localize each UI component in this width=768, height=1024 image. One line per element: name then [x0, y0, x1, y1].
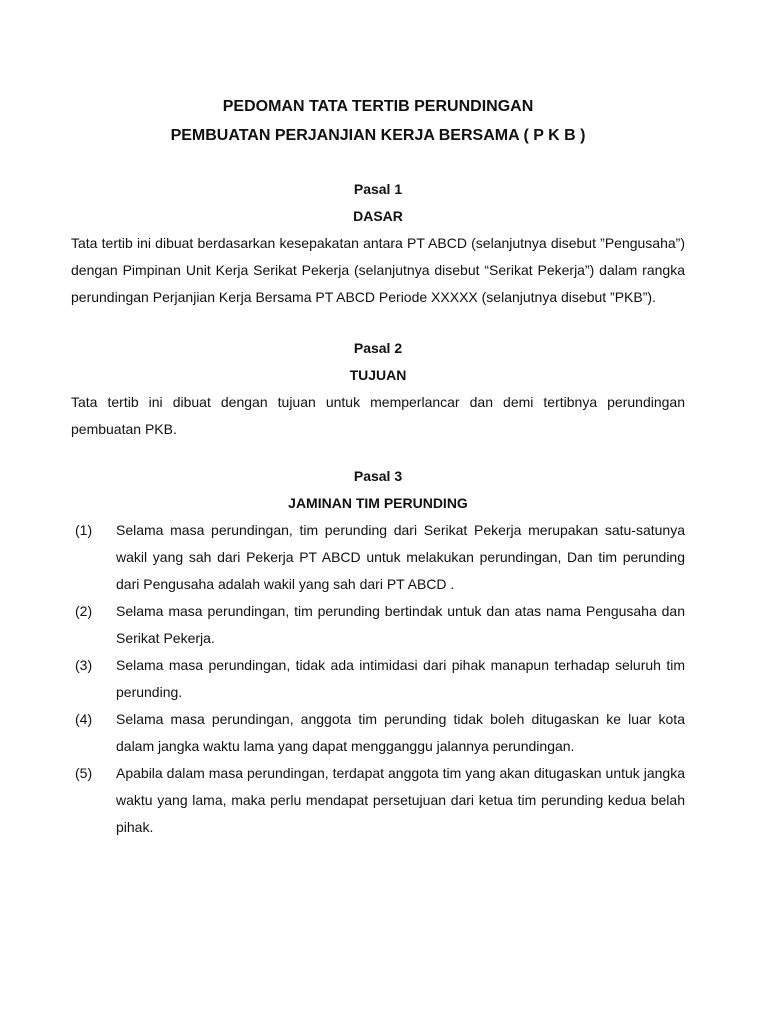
pasal-3-heading: JAMINAN TIM PERUNDING — [288, 495, 468, 511]
document-title-line1: PEDOMAN TATA TERTIB PERUNDINGAN — [222, 98, 534, 115]
list-item-text: Apabila dalam masa perundingan, terdapat anggota tim yang akan ditugaskan untuk jangka waktu yang lama, maka perlu mendapat persetujuan dari ketua tim perunding kedua belah pihak. — [116, 765, 685, 835]
document-title-line2: PEMBUATAN PERJANJIAN KERJA BERSAMA ( P K B ) — [170, 127, 586, 144]
pasal-2-number: Pasal 2 — [353, 340, 403, 356]
list-item-text: Selama masa perundingan, anggota tim perunding tidak boleh ditugaskan ke luar kota dalam jangka waktu lama yang dapat mengganggu jalannya perundingan. — [116, 711, 685, 754]
pasal-1-section — [71, 176, 685, 311]
list-item — [71, 706, 685, 760]
pasal-1-text: Tata tertib ini dibuat berdasarkan kesepakatan antara PT ABCD (selanjutnya disebut ”Pengusaha”) dengan Pimpinan Unit Kerja Serikat Pekerja (selanjutnya disebut “Serikat Pekerja”) dalam rangka perundingan Perjanjian Kerja Bersama PT ABCD Periode XXXXX (selanjutnya disebut ”PKB”). — [71, 235, 685, 305]
list-item-text: Selama masa perundingan, tim perunding dari Serikat Pekerja merupakan satu-satunya wakil yang sah dari Pekerja PT ABCD untuk melakukan perundingan, Dan tim perunding dari Pengusaha adalah wakil yang sah dari PT ABCD . — [116, 522, 685, 592]
list-item — [71, 652, 685, 706]
list-item-number: (5) — [75, 765, 93, 781]
list-item — [71, 517, 685, 598]
list-item-number: (4) — [75, 711, 93, 727]
list-item — [71, 598, 685, 652]
list-item-text: Selama masa perundingan, tim perunding bertindak untuk dan atas nama Pengusaha dan Serikat Pekerja. — [116, 603, 685, 646]
pasal-3-section — [71, 463, 685, 841]
pasal-3-number: Pasal 3 — [353, 468, 403, 484]
list-item-number: (2) — [75, 603, 93, 619]
pasal-2-heading: TUJUAN — [349, 367, 407, 383]
pasal-1-heading: DASAR — [353, 208, 403, 224]
pasal-2-text: Tata tertib ini dibuat dengan tujuan untuk memperlancar dan demi tertibnya perundingan pembuatan PKB. — [71, 394, 685, 437]
pasal-2-section — [71, 335, 685, 443]
list-item-text: Selama masa perundingan, tidak ada intimidasi dari pihak manapun terhadap seluruh tim perunding. — [116, 657, 685, 700]
list-item — [71, 760, 685, 841]
pasal-1-number: Pasal 1 — [353, 181, 403, 197]
document-page — [71, 92, 685, 841]
pasal-3-list — [71, 517, 685, 841]
list-item-number: (3) — [75, 657, 93, 673]
list-item-number: (1) — [75, 522, 93, 538]
